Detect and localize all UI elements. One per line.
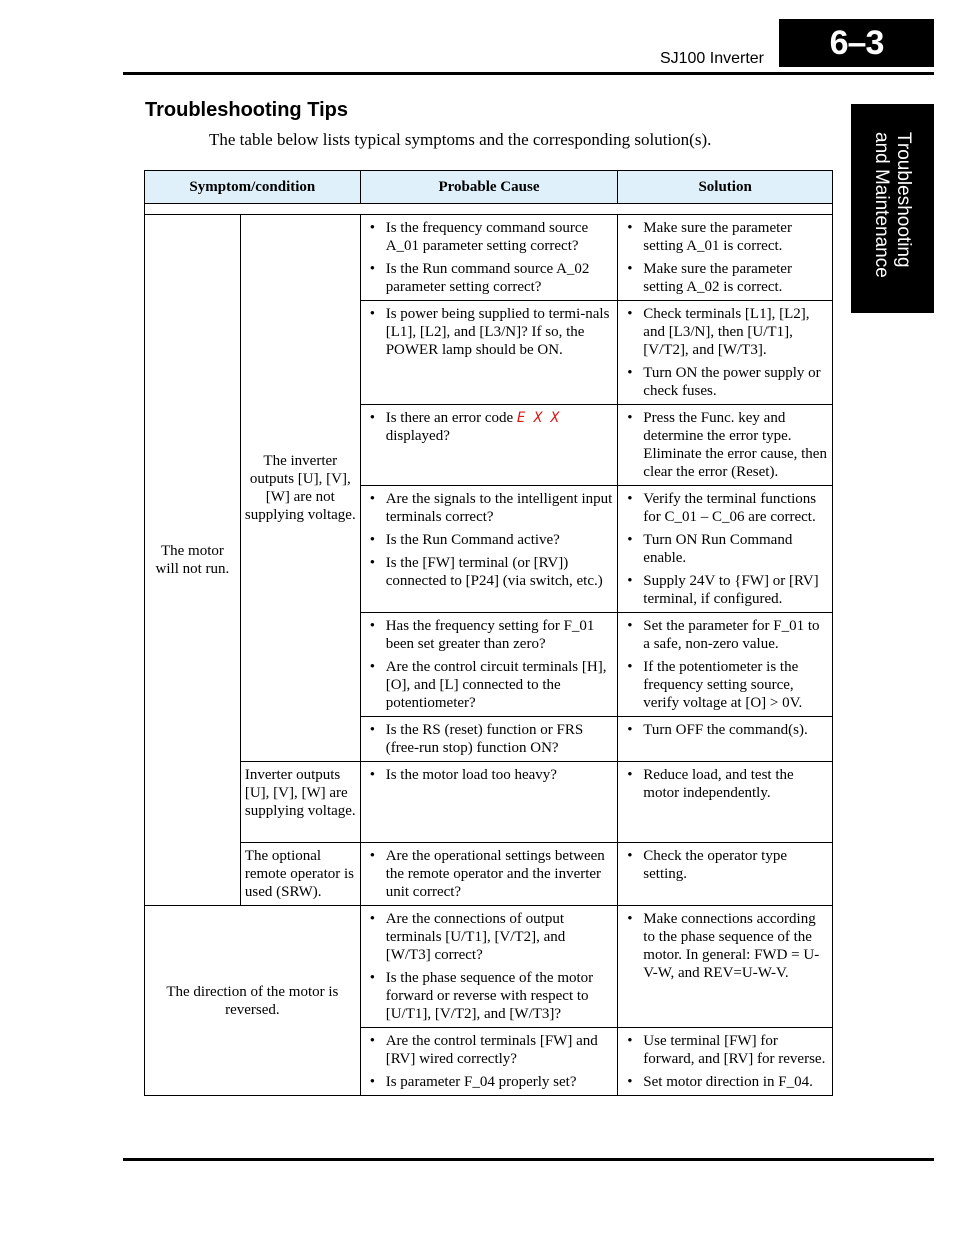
chapter-tab-line1: Troubleshooting xyxy=(893,132,915,268)
error-code: E X X xyxy=(516,410,560,426)
solution-cell xyxy=(618,843,833,906)
table-row xyxy=(145,762,833,843)
condition-supplying: Inverter outputs [U], [V], [W] are supplying voltage. xyxy=(240,762,360,843)
solution-cell xyxy=(618,486,833,613)
list-item: • Is the frequency command source A_01 parameter setting correct? xyxy=(386,219,614,255)
list-item: • If the potentiometer is the frequency setting source, verify voltage at [O] > 0V. xyxy=(643,658,828,712)
table-row xyxy=(145,843,833,906)
cause-cell xyxy=(360,762,618,843)
list-item: • Are the control circuit terminals [H], [O], and [L] connected to the potentiometer? xyxy=(386,658,614,712)
intro-paragraph: The table below lists typical symptoms and the corresponding solution(s). xyxy=(209,130,712,149)
chapter-tab xyxy=(851,104,934,313)
solution-cell xyxy=(618,215,833,301)
list-item: • Is the [FW] terminal (or [RV]) connected to [P24] (via switch, etc.) xyxy=(386,554,614,590)
list-item: • Are the control terminals [FW] and [RV] wired correctly? xyxy=(386,1032,614,1068)
solution-cell xyxy=(618,762,833,843)
chapter-tab-line2: and Maintenance xyxy=(871,132,893,278)
header-cause: Probable Cause xyxy=(360,171,618,204)
cause-cell xyxy=(360,215,618,301)
list-item: • Is the Run command source A_02 parameter setting correct? xyxy=(386,260,614,296)
list-item: • Check terminals [L1], [L2], and [L3/N], then [U/T1], [V/T2], and [W/T3]. xyxy=(643,305,828,359)
cause-cell xyxy=(360,405,618,486)
list-item: • Is the phase sequence of the motor forward or reverse with respect to [U/T1], [V/T2], and [W/T3]? xyxy=(386,969,614,1023)
list-item: • Is there an error code E X X displayed? xyxy=(386,409,614,445)
list-item: • Make sure the parameter setting A_02 is correct. xyxy=(643,260,828,296)
solution-cell xyxy=(618,301,833,405)
list-item: • Is the Run Command active? xyxy=(386,531,614,549)
list-item: • Is power being supplied to termi-nals [L1], [L2], and [L3/N]? If so, the POWER lamp should be ON. xyxy=(386,305,614,359)
solution-cell xyxy=(618,906,833,1028)
list-item: • Set the parameter for F_01 to a safe, non-zero value. xyxy=(643,617,828,653)
list-item: • Supply 24V to {FW] or [RV] terminal, if configured. xyxy=(643,572,828,608)
list-item: • Is parameter F_04 properly set? xyxy=(386,1073,614,1091)
footer-rule xyxy=(123,1158,934,1161)
list-item: • Turn ON the power supply or check fuses. xyxy=(643,364,828,400)
list-item: • Press the Func. key and determine the error type. Eliminate the error cause, then clear the error (Reset). xyxy=(643,409,828,481)
list-item: • Are the signals to the intelligent input terminals correct? xyxy=(386,490,614,526)
symptom-reversed: The direction of the motor is reversed. xyxy=(145,906,361,1096)
header-rule xyxy=(123,72,934,75)
list-item: • Has the frequency setting for F_01 been set greater than zero? xyxy=(386,617,614,653)
solution-cell xyxy=(618,1028,833,1096)
list-item: • Is the motor load too heavy? xyxy=(386,766,614,784)
list-item: • Turn OFF the command(s). xyxy=(643,721,828,739)
cause-cell xyxy=(360,1028,618,1096)
list-item: • Use terminal [FW] for forward, and [RV] for reverse. xyxy=(643,1032,828,1068)
solution-cell xyxy=(618,405,833,486)
list-item: • Check the operator type setting. xyxy=(643,847,828,883)
table-row xyxy=(145,906,833,1028)
running-header-title: SJ100 Inverter xyxy=(659,50,764,67)
list-item: • Verify the terminal functions for C_01 – C_06 are correct. xyxy=(643,490,828,526)
condition-remote-operator: The optional remote operator is used (SRW). xyxy=(240,843,360,906)
cause-cell xyxy=(360,486,618,613)
list-item: • Turn ON Run Command enable. xyxy=(643,531,828,567)
cause-cell xyxy=(360,717,618,762)
troubleshooting-table xyxy=(144,170,833,1096)
symptom-motor-not-run: The motor will not run. xyxy=(145,215,241,906)
cause-cell xyxy=(360,613,618,717)
cause-cell xyxy=(360,843,618,906)
list-item: • Make connections according to the phase sequence of the motor. In general: FWD = U-V-W, and REV=U-W-V. xyxy=(643,910,828,982)
table-row xyxy=(145,215,833,301)
table-header-row xyxy=(145,171,833,204)
cause-cell xyxy=(360,906,618,1028)
header-solution: Solution xyxy=(618,171,833,204)
cause-cell xyxy=(360,301,618,405)
list-item: • Reduce load, and test the motor independently. xyxy=(643,766,828,802)
header-symptom: Symptom/condition xyxy=(145,171,361,204)
list-item: • Set motor direction in F_04. xyxy=(643,1073,828,1091)
list-item: • Are the connections of output terminals [U/T1], [V/T2], and [W/T3] correct? xyxy=(386,910,614,964)
solution-cell xyxy=(618,613,833,717)
condition-not-supplying: The inverter outputs [U], [V], [W] are not supplying voltage. xyxy=(240,215,360,762)
list-item: • Are the operational settings between the remote operator and the inverter unit correct? xyxy=(386,847,614,901)
section-title: Troubleshooting Tips xyxy=(145,99,348,121)
list-item: • Is the RS (reset) function or FRS (free-run stop) function ON? xyxy=(386,721,614,757)
solution-cell xyxy=(618,717,833,762)
list-item: • Make sure the parameter setting A_01 is correct. xyxy=(643,219,828,255)
page-number: 6–3 xyxy=(779,19,934,67)
